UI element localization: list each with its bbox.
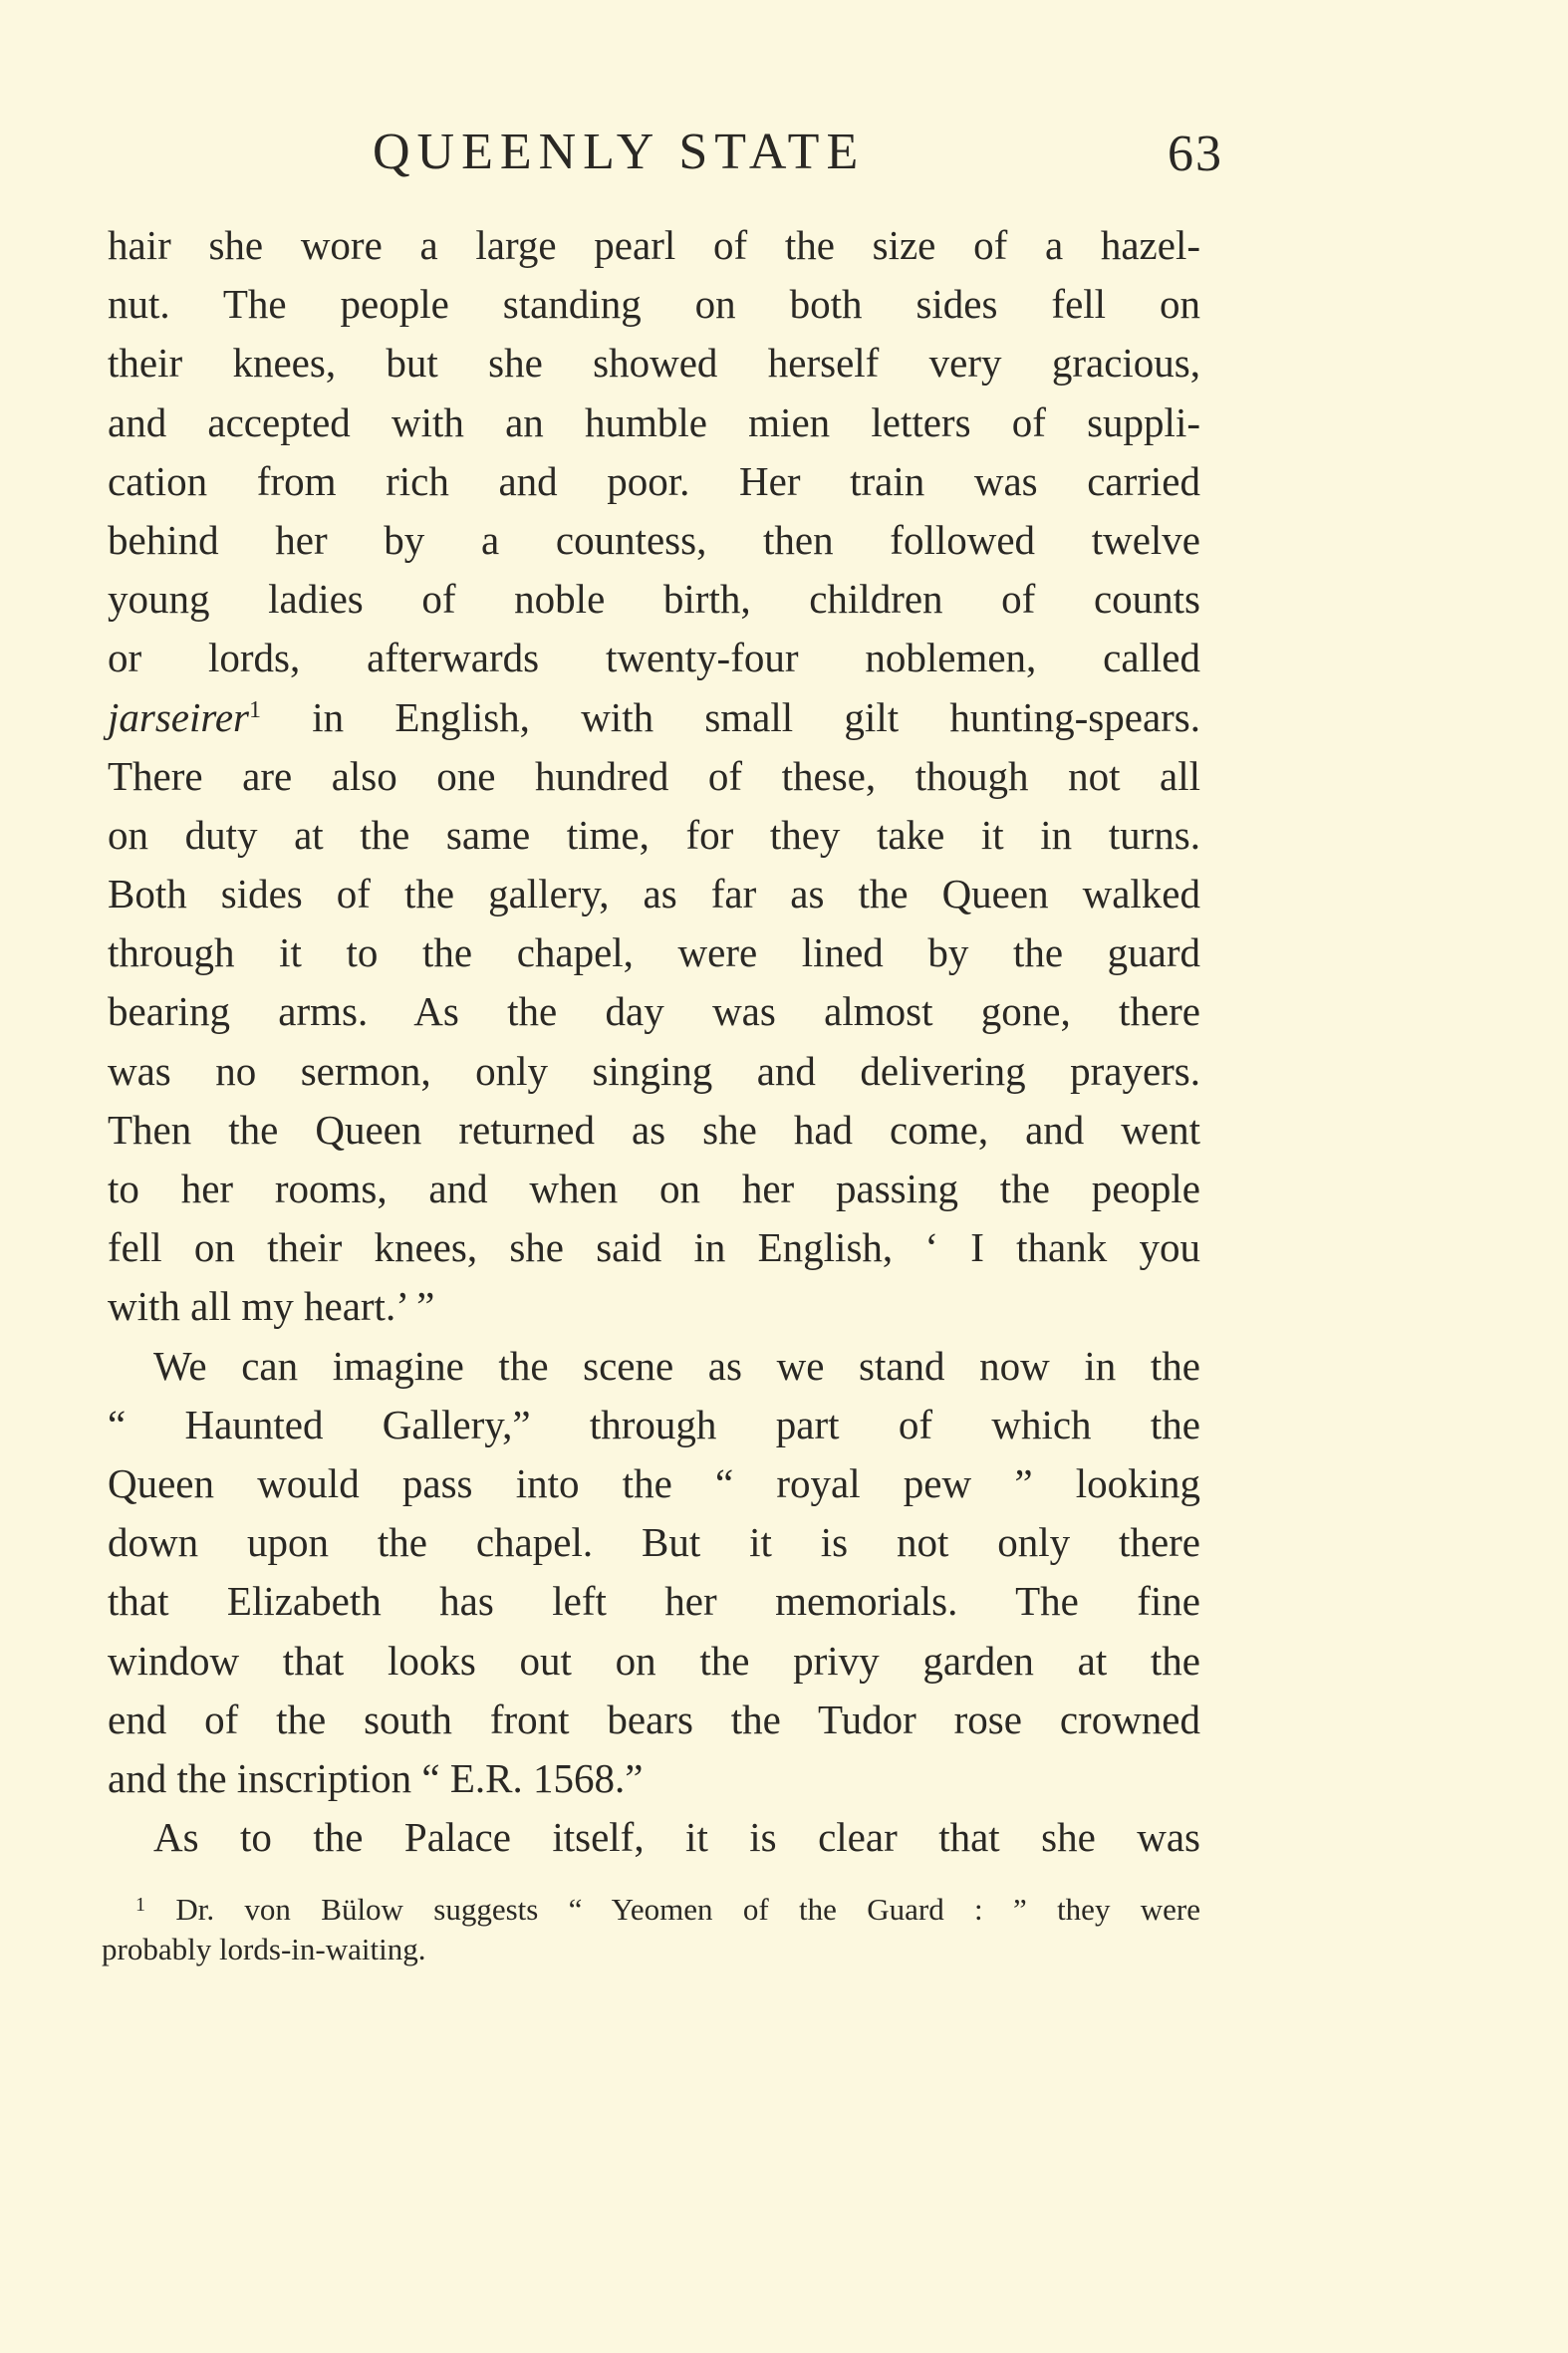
text-line: was no sermon, only singing and delivering prayers. (108, 1047, 1200, 1094)
text-line: We can imagine the scene as we stand now in the (153, 1342, 1200, 1389)
body-text (108, 216, 1200, 1867)
text-line: or lords, afterwards twenty-four noblemen, called (108, 635, 1200, 681)
text-line: cation from rich and poor. Her train was carried (108, 457, 1200, 504)
text-line: fell on their knees, she said in English, ‘ I thank you (108, 1224, 1200, 1271)
text-line: down upon the chapel. But it is not only there (108, 1519, 1200, 1566)
text-line: Then the Queen returned as she had come, and went (108, 1106, 1200, 1153)
text-line: There are also one hundred of these, though not all (108, 752, 1200, 799)
text-line: bearing arms. As the day was almost gone, there (108, 988, 1200, 1035)
footnote-line (102, 1890, 1200, 1930)
footnote (102, 1890, 1200, 1969)
text-line: Both sides of the gallery, as far as the Queen walked (108, 871, 1200, 917)
italic-term: jarseirer (108, 693, 249, 740)
text-line: to her rooms, and when on her passing the people (108, 1166, 1200, 1211)
text-line: window that looks out on the privy garden at the (108, 1637, 1200, 1684)
text-line: young ladies of noble birth, children of counts (108, 576, 1200, 623)
running-title: QUEENLY STATE (373, 124, 866, 180)
footnote-marker: 1 (135, 1894, 145, 1916)
text-line: nut. The people standing on both sides fell on (108, 281, 1200, 328)
page-number: 63 (1168, 126, 1223, 182)
text-line-rest: in English, with small gilt hunting-spears. (312, 693, 1200, 740)
footnote-reference: 1 (248, 696, 261, 723)
text-line: on duty at the same time, for they take it in turns. (108, 811, 1200, 858)
text-line: behind her by a countess, then followed twelve (108, 516, 1200, 563)
text-line: through it to the chapel, were lined by the guard (108, 929, 1200, 976)
text-line: and the inscription “ E.R. 1568.” (108, 1754, 644, 1801)
text-line: “ Haunted Gallery,” through part of which the (108, 1401, 1200, 1447)
text-line (108, 688, 1200, 747)
text-line: As to the Palace itself, it is clear that she was (153, 1814, 1200, 1861)
running-head (108, 118, 1223, 187)
text-line: hair she wore a large pearl of the size of a hazel- (108, 222, 1200, 268)
text-line: that Elizabeth has left her memorials. The fine (108, 1578, 1200, 1625)
text-line: Queen would pass into the “ royal pew ” looking (108, 1459, 1200, 1506)
text-line: with all my heart.’ ” (108, 1283, 435, 1330)
text-line: and accepted with an humble mien letters of suppli- (108, 398, 1200, 445)
footnote-text: Dr. von Bülow suggests “ Yeomen of the Guard : ” they were (175, 1892, 1201, 1927)
footnote-line: probably lords-in-waiting. (102, 1932, 426, 1966)
text-line: their knees, but she showed herself very gracious, (108, 340, 1200, 387)
text-line: end of the south front bears the Tudor rose crowned (108, 1696, 1200, 1742)
